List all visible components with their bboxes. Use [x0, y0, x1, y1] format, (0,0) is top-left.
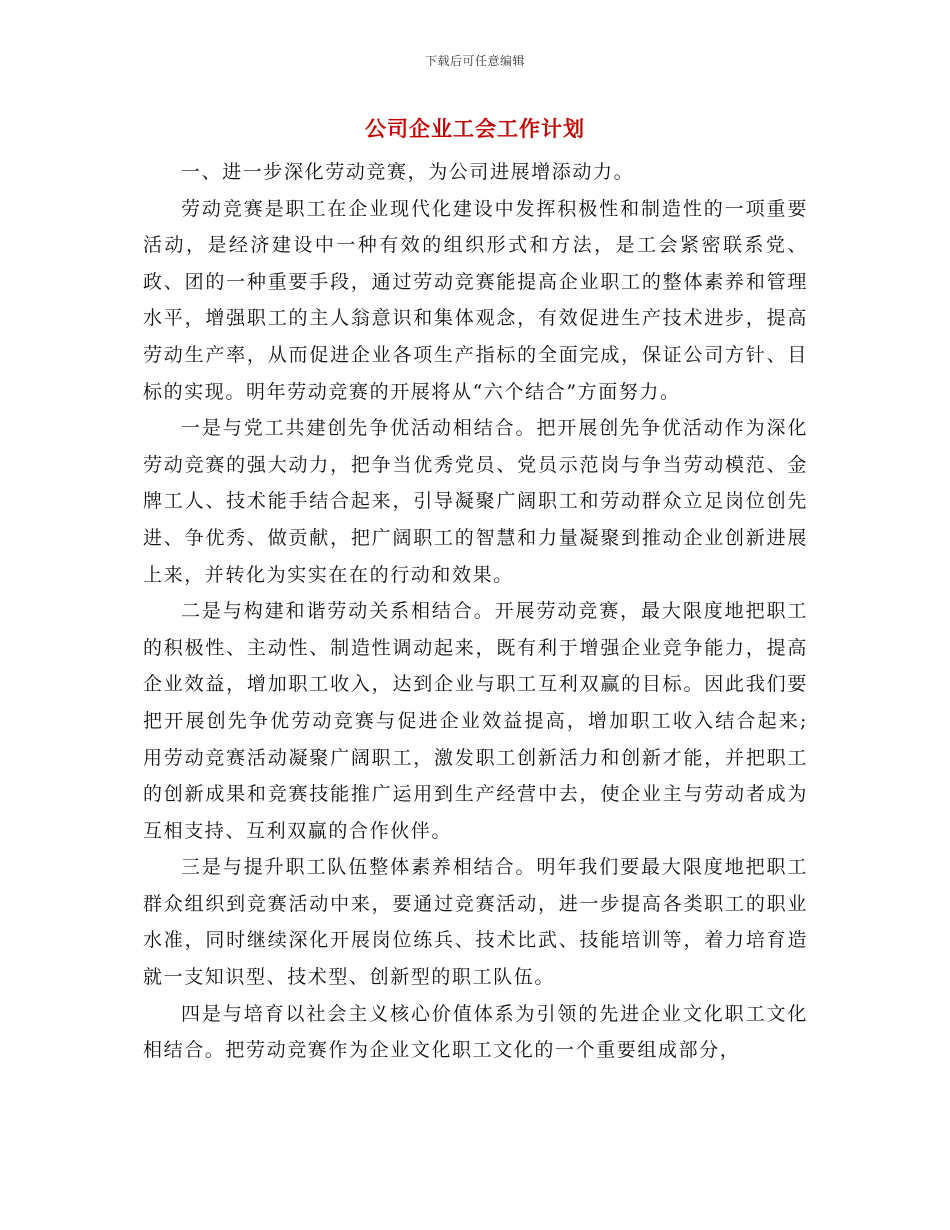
document-body — [143, 154, 808, 1069]
paragraph-point-three: 三是与提升职工队伍整体素养相结合。明年我们要最大限度地把职工群众组织到竞赛活动中来，要通过竞赛活动，进一步提高各类职工的职业水准，同时继续深化开展岗位练兵、技术比武、技能培训等，着力培育造就一支知识型、技术型、创新型的职工队伍。 — [143, 856, 808, 989]
document-title: 公司企业工会工作计划 — [365, 117, 585, 141]
paragraph-point-two: 二是与构建和谐劳动关系相结合。开展劳动竞赛，最大限度地把职工的积极性、主动性、制造性调动起来，既有利于增强企业竞争能力，提高企业效益，增加职工收入，达到企业与职工互利双赢的目标。因此我们要把开展创先争优劳动竞赛与促进企业效益提高，增加职工收入结合起来;用劳动竞赛活动凝聚广阔职工，激发职工创新活力和创新才能，并把职工的创新成果和竞赛技能推广运用到生产经营中去，使企业主与劳动者成为互相支持、互利双赢的合作伙伴。 — [143, 600, 808, 842]
paragraph-point-one: 一是与党工共建创先争优活动相结合。把开展创先争优活动作为深化劳动竞赛的强大动力，把争当优秀党员、党员示范岗与争当劳动模范、金牌工人、技术能手结合起来，引导凝聚广阔职工和劳动群众立足岗位创先进、争优秀、做贡献，把广阔职工的智慧和力量凝聚到推动企业创新进展上来，并转化为实实在在的行动和效果。 — [143, 417, 808, 586]
paragraph-section-heading: 一、进一步深化劳动竞赛，为公司进展增添动力。 — [181, 161, 635, 183]
paragraph-point-four: 四是与培育以社会主义核心价值体系为引领的先进企业文化职工文化相结合。把劳动竞赛作为企业文化职工文化的一个重要组成部分， — [143, 1002, 808, 1062]
paragraph-intro: 劳动竞赛是职工在企业现代化建设中发挥积极性和制造性的一项重要活动，是经济建设中一种有效的组织形式和方法，是工会紧密联系党、政、团的一种重要手段，通过劳动竞赛能提高企业职工的整体素养和管理水平，增强职工的主人翁意识和集体观念，有效促进生产技术进步，提高劳动生产率，从而促进企业各项生产指标的全面完成，保证公司方针、目标的实现。明年劳动竞赛的开展将从“六个结合”方面努力。 — [143, 197, 808, 403]
header-note: 下载后可任意编辑 — [424, 54, 525, 68]
